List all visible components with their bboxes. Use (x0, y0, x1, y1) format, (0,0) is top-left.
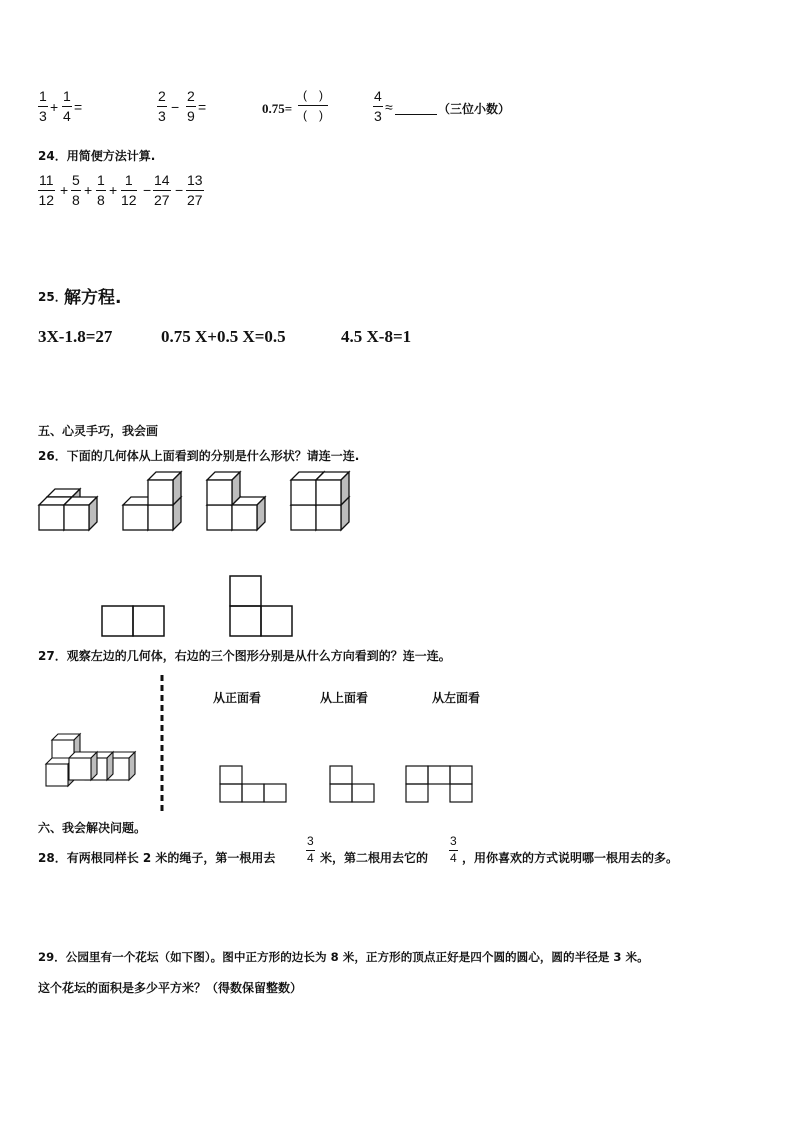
section-heading: 六、我会解决问题。 (38, 821, 147, 835)
view-shape-3 (406, 766, 472, 802)
operator: − (175, 182, 184, 198)
denominator: 9 (187, 108, 195, 124)
denominator: 27 (154, 192, 170, 208)
solid-3 (207, 472, 265, 530)
operator: + (50, 99, 59, 115)
precision-note: （三位小数） (438, 102, 511, 116)
numerator: 3 (307, 834, 314, 848)
q27-figure (0, 660, 794, 820)
blank-denominator: ( ) (303, 108, 323, 122)
numerator: 2 (158, 88, 166, 104)
view-shape-2 (330, 766, 374, 802)
question-text-part: 米，第二根用去它的 (320, 851, 429, 865)
fraction (306, 835, 315, 865)
operator: + (109, 182, 118, 198)
label-front-view: 从正面看 (213, 691, 262, 705)
approx-sign: ≈ (385, 99, 393, 115)
question-title: 24．用简便方法计算. (38, 149, 156, 163)
numerator: 1 (97, 172, 105, 188)
question-text-part: 28．有两根同样长 2 米的绳子，第一根用去 (38, 851, 276, 865)
fraction (449, 835, 458, 865)
denominator: 4 (450, 851, 457, 865)
denominator: 8 (72, 192, 80, 208)
denominator: 12 (38, 192, 55, 208)
numerator: 11 (39, 172, 54, 188)
equation-2: 0.75 X+0.5 X=0.5 (161, 327, 286, 346)
denominator: 4 (63, 108, 71, 124)
numerator: 4 (374, 88, 382, 104)
denominator: 27 (187, 192, 203, 208)
question-title: 解方程. (64, 288, 122, 308)
numerator: 13 (187, 172, 203, 188)
section-heading: 五、心灵手巧，我会画 (38, 424, 159, 438)
blank-numerator: ( ) (303, 88, 323, 102)
equals-sign: = (198, 99, 207, 115)
top-view-1 (102, 606, 164, 636)
operator: − (143, 182, 152, 198)
question-title: 26．下面的几何体从上面看到的分别是什么形状？请连一连. (38, 449, 360, 463)
solid-figure (46, 734, 135, 786)
operator: + (60, 182, 69, 198)
denominator: 12 (121, 192, 137, 208)
question-number: 25． (38, 290, 67, 304)
denominator: 3 (39, 108, 47, 124)
numerator: 14 (154, 172, 170, 188)
question-text: 这个花坛的面积是多少平方米？（得数保留整数） (38, 981, 303, 995)
question-text: 29．公园里有一个花坛（如下图）。图中正方形的边长为 8 米，正方形的顶点正好是四个圆的圆心，圆的半径是 3 米。 (38, 950, 649, 964)
denominator: 8 (97, 192, 105, 208)
denominator: 3 (374, 108, 382, 124)
label-top-view: 从上面看 (320, 691, 369, 705)
label-left-view: 从左面看 (432, 691, 481, 705)
equation-3: 4.5 X-8=1 (341, 327, 412, 346)
question-text-part: ，用你喜欢的方式说明哪一根用去的多。 (462, 851, 679, 865)
view-shape-1 (220, 766, 286, 802)
numerator: 1 (39, 88, 47, 104)
denominator: 4 (307, 851, 314, 865)
top-view-2 (230, 576, 292, 636)
solid-4 (291, 472, 349, 530)
question-title: 27．观察左边的几何体，右边的三个图形分别是从什么方向看到的？连一连。 (38, 649, 451, 663)
equation-1: 3X-1.8=27 (38, 327, 113, 346)
numerator: 1 (124, 172, 133, 188)
denominator: 3 (158, 108, 166, 124)
numerator: 5 (72, 172, 80, 188)
decimal-expression: 0.75= (262, 101, 293, 116)
solid-2 (123, 472, 181, 530)
equals-sign: = (74, 99, 83, 115)
numerator: 1 (63, 88, 71, 104)
numerator: 3 (450, 834, 457, 848)
operator: − (171, 99, 180, 115)
solid-1 (39, 489, 97, 530)
operator: + (84, 182, 93, 198)
numerator: 2 (187, 88, 195, 104)
